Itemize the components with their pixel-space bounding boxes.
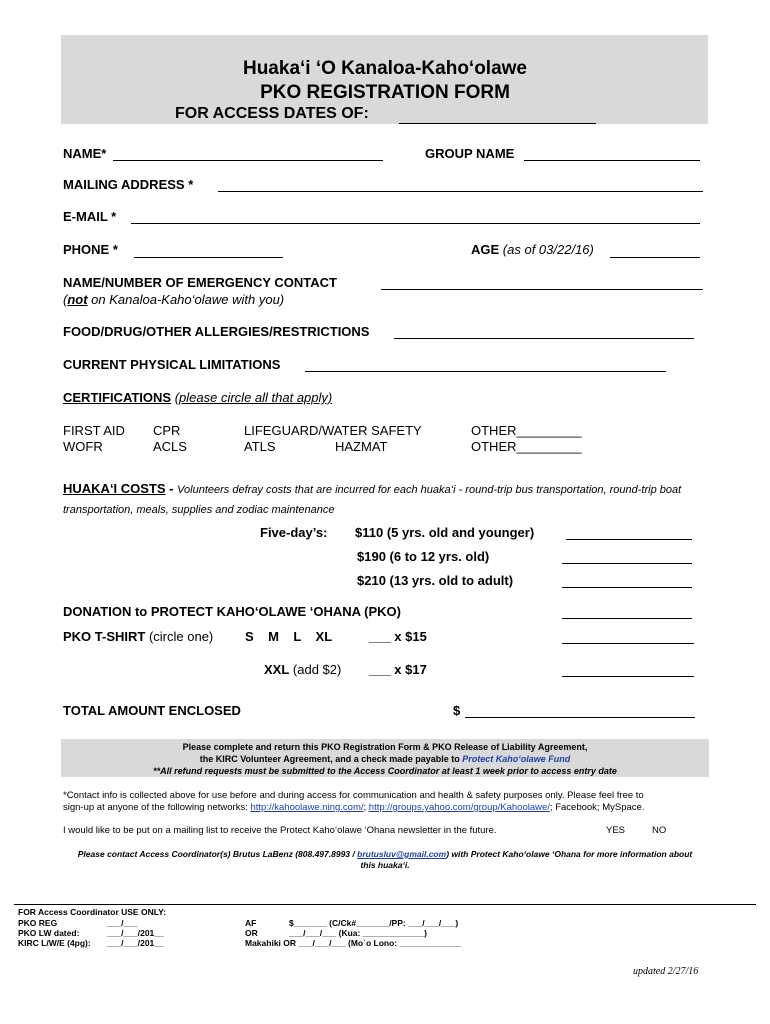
age-label: AGE: [471, 242, 500, 257]
costs-label: HUAKA‘I COSTS: [63, 481, 166, 496]
donation-field[interactable]: [562, 618, 692, 619]
xxl-amount-field[interactable]: [562, 676, 694, 677]
office-makahiki: Makahiki OR ___/___/___ (Mo`o Lono: _____________: [245, 938, 461, 948]
office-pko-reg-val: ___/___: [107, 918, 138, 928]
contact-para-1a: *Contact info is collected above for use before and during access for communication and health & safety purposes only. Please feel free to: [63, 790, 644, 801]
allergies-field[interactable]: [394, 338, 694, 339]
coordinator-line-1: [0, 849, 770, 859]
coordinator-text-2: ) with Protect Kaho‘olawe ‘Ohana for more information about: [446, 849, 693, 859]
age-label-wrap: [471, 242, 594, 257]
cert-other-1[interactable]: OTHER_________: [471, 423, 582, 438]
phone-field[interactable]: [134, 257, 283, 258]
form-title-hawaiian: Huaka‘i ‘O Kanaloa-Kaho‘olawe: [242, 58, 528, 79]
notice-line-3: **All refund requests must be submitted to the Access Coordinator at least 1 week prior to access entry date: [153, 766, 617, 776]
emergency-note-not: not: [67, 292, 88, 307]
price-adult: $210 (13 yrs. old to adult): [357, 573, 514, 588]
total-dollar: $: [453, 703, 461, 718]
office-or-val: ___/___/___ (Kua: _____________): [289, 928, 427, 938]
emergency-contact-label: NAME/NUMBER OF EMERGENCY CONTACT: [63, 275, 337, 290]
notice-line-2: [0, 754, 770, 764]
tshirt-row: [63, 629, 213, 644]
price-under-5-field[interactable]: [566, 539, 692, 540]
mailing-list-text: I would like to be put on a mailing list to receive the Protect Kaho‘olawe ‘Ohana newsletter in the future.: [63, 825, 497, 836]
coordinator-line-2: this huaka‘i.: [360, 860, 410, 870]
xxl-row: [264, 662, 341, 677]
emergency-note: [63, 292, 284, 307]
age-note: (as of 03/22/16): [502, 242, 594, 257]
notice-fund: Protect Kaho‘olawe Fund: [462, 754, 571, 764]
cert-hazmat[interactable]: HAZMAT: [335, 439, 388, 454]
mailing-address-field[interactable]: [218, 191, 703, 192]
mailing-no[interactable]: NO: [652, 825, 667, 836]
total-field[interactable]: [465, 717, 695, 718]
office-af-val: $_______ (C/Ck#_______/PP: ___/___/___): [289, 918, 459, 928]
office-pko-lw-val: ___/___/201__: [107, 928, 164, 938]
email-field[interactable]: [131, 223, 700, 224]
office-pko-reg: PKO REG: [18, 918, 58, 928]
costs-dash: -: [165, 481, 178, 496]
price-6-12-field[interactable]: [562, 563, 692, 564]
xxl-note: (add $2): [292, 662, 342, 677]
updated-date: updated 2/27/16: [633, 966, 699, 977]
access-dates-field[interactable]: [399, 123, 596, 124]
contact-social: ; Facebook; MySpace.: [549, 802, 645, 813]
office-kirc: KIRC L/W/E (4pg):: [18, 938, 91, 948]
price-under-5: $110 (5 yrs. old and younger): [355, 525, 535, 540]
price-adult-field[interactable]: [562, 587, 692, 588]
cert-cpr[interactable]: CPR: [153, 423, 181, 438]
office-pko-lw: PKO LW dated:: [18, 928, 80, 938]
cert-lifeguard[interactable]: LIFEGUARD/WATER SAFETY: [244, 423, 422, 438]
ning-link[interactable]: http://kahoolawe.ning.com/: [250, 802, 364, 813]
cert-wofr[interactable]: WOFR: [63, 439, 103, 454]
xxl-label: XXL: [264, 662, 290, 677]
name-field[interactable]: [113, 160, 383, 161]
office-or: OR: [245, 928, 258, 938]
coordinator-email-link[interactable]: brutusluv@gmail.com: [357, 849, 447, 859]
phone-label: PHONE *: [63, 242, 118, 257]
access-dates-label: FOR ACCESS DATES OF:: [175, 105, 369, 122]
contact-networks-text: sign-up at anyone of the following networks:: [63, 802, 251, 813]
office-divider: [14, 904, 756, 905]
costs-heading: [63, 481, 681, 496]
costs-desc-1: Volunteers defray costs that are incurred for each huaka‘i - round-trip bus transportation, round-trip boat: [177, 484, 682, 496]
email-label: E-MAIL *: [63, 209, 117, 224]
office-kirc-val: ___/___/201__: [107, 938, 164, 948]
emergency-note-rest: on Kanaloa-Kaho‘olawe with you): [87, 292, 285, 307]
contact-sep: ;: [363, 802, 369, 813]
cert-atls[interactable]: ATLS: [244, 439, 276, 454]
donation-label: DONATION to PROTECT KAHO‘OLAWE ‘OHANA (PKO): [63, 604, 401, 619]
office-af: AF: [245, 918, 257, 928]
certifications-note: (please circle all that apply): [174, 390, 333, 405]
mailing-address-label: MAILING ADDRESS *: [63, 177, 194, 192]
cert-other-2[interactable]: OTHER_________: [471, 439, 582, 454]
xxl-qty[interactable]: ___ x $17: [369, 662, 427, 677]
certifications-label: CERTIFICATIONS: [63, 390, 172, 405]
costs-desc-2: transportation, meals, supplies and zodiac maintenance: [63, 504, 335, 516]
age-field[interactable]: [610, 257, 700, 258]
cert-first-aid[interactable]: FIRST AID: [63, 423, 125, 438]
contact-para-1b: [63, 802, 644, 813]
limitations-field[interactable]: [305, 371, 666, 372]
tshirt-amount-field[interactable]: [562, 643, 694, 644]
coordinator-text: Please contact Access Coordinator(s) Brutus LaBenz (808.497.8993 /: [77, 849, 358, 859]
tshirt-sizes[interactable]: S M L XL: [245, 629, 333, 644]
group-name-field[interactable]: [524, 160, 700, 161]
five-day-label: Five-day’s:: [260, 525, 328, 540]
emergency-note-open: (: [63, 292, 68, 307]
mailing-yes[interactable]: YES: [606, 825, 626, 836]
price-6-12: $190 (6 to 12 yrs. old): [357, 549, 490, 564]
cert-acls[interactable]: ACLS: [153, 439, 187, 454]
allergies-label: FOOD/DRUG/OTHER ALLERGIES/RESTRICTIONS: [63, 324, 370, 339]
emergency-contact-field[interactable]: [381, 289, 703, 290]
tshirt-qty[interactable]: ___ x $15: [369, 629, 427, 644]
tshirt-label: PKO T-SHIRT: [63, 629, 146, 644]
name-label: NAME*: [63, 146, 107, 161]
notice-line-1: Please complete and return this PKO Registration Form & PKO Release of Liability Agreement,: [182, 742, 588, 752]
notice-line-2-text: the KIRC Volunteer Agreement, and a check made payable to: [199, 754, 463, 764]
office-title: FOR Access Coordinator USE ONLY:: [18, 907, 166, 917]
form-title: PKO REGISTRATION FORM: [260, 82, 510, 103]
group-name-label: GROUP NAME: [425, 146, 515, 161]
tshirt-note: (circle one): [148, 629, 214, 644]
yahoo-groups-link[interactable]: http://groups.yahoo.com/group/Kahoolawe/: [368, 802, 550, 813]
certifications-heading: [63, 390, 332, 405]
limitations-label: CURRENT PHYSICAL LIMITATIONS: [63, 357, 281, 372]
total-label: TOTAL AMOUNT ENCLOSED: [63, 703, 241, 718]
